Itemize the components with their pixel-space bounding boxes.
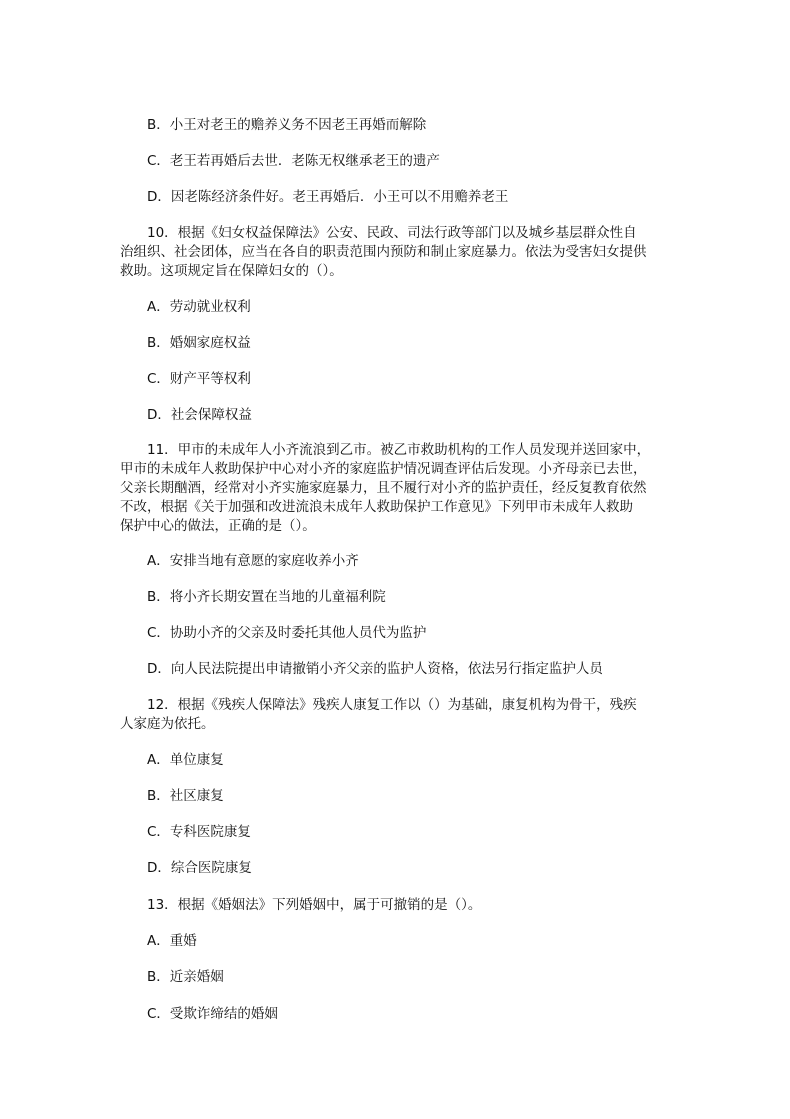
option-c-q9: C．老王若再婚后去世．老陈无权继承老王的遗产 [147,153,440,169]
question-11-line-4: 不改，根据《关于加强和改进流浪未成年人救助保护工作意见》下列甲市未成年人救助 [120,499,633,515]
option-a-q10: A．劳动就业权利 [147,299,251,315]
option-b-q11: B．将小齐长期安置在当地的儿童福利院 [147,589,386,605]
option-b-q9: B．小王对老王的赡养义务不因老王再婚而解除 [147,117,427,133]
option-c-q10: C．财产平等权利 [147,371,251,387]
question-11-line-1: 11．甲市的未成年人小齐流浪到乙市。被乙市救助机构的工作人员发现并送回家中， [147,442,651,458]
option-c-q11: C．协助小齐的父亲及时委托其他人员代为监护 [147,625,427,641]
option-d-q10: D．社会保障权益 [147,407,252,423]
option-d-q11: D．向人民法院提出申请撤销小齐父亲的监护人资格，依法另行指定监护人员 [147,661,603,677]
option-b-q10: B．婚姻家庭权益 [147,335,251,351]
question-10-line-3: 救助。这项规定旨在保障妇女的（）。 [120,263,343,279]
option-c-q13: C．受欺诈缔结的婚姻 [147,1006,278,1022]
question-10-line-2: 治组织、社会团体，应当在各自的职责范围内预防和制止家庭暴力。依法为受害妇女提供 [120,244,647,260]
question-13-line-1: 13．根据《婚姻法》下列婚姻中，属于可撤销的是（）。 [147,897,482,913]
option-d-q12: D．综合医院康复 [147,860,252,876]
option-d-q9: D．因老陈经济条件好。老王再婚后．小王可以不用赡养老王 [147,189,509,205]
option-a-q11: A．安排当地有意愿的家庭收养小齐 [147,553,359,569]
question-10-line-1: 10．根据《妇女权益保障法》公安、民政、司法行政等部门以及城乡基层群众性自 [147,225,637,241]
question-12-line-1: 12．根据《残疾人保障法》残疾人康复工作以（）为基础，康复机构为骨干，残疾 [147,697,637,713]
option-b-q13: B．近亲婚姻 [147,969,224,985]
question-11-line-5: 保护中心的做法，正确的是（）。 [120,518,316,534]
question-11-line-2: 甲市的未成年人救助保护中心对小齐的家庭监护情况调查评估后发现。小齐母亲已去世， [120,461,647,477]
option-a-q12: A．单位康复 [147,752,224,768]
option-b-q12: B．社区康复 [147,788,224,804]
option-a-q13: A．重婚 [147,933,197,949]
option-c-q12: C．专科医院康复 [147,824,251,840]
question-12-line-2: 人家庭为依托。 [120,716,215,732]
question-11-line-3: 父亲长期酗酒，经常对小齐实施家庭暴力，且不履行对小齐的监护责任，经反复教育依然 [120,480,647,496]
